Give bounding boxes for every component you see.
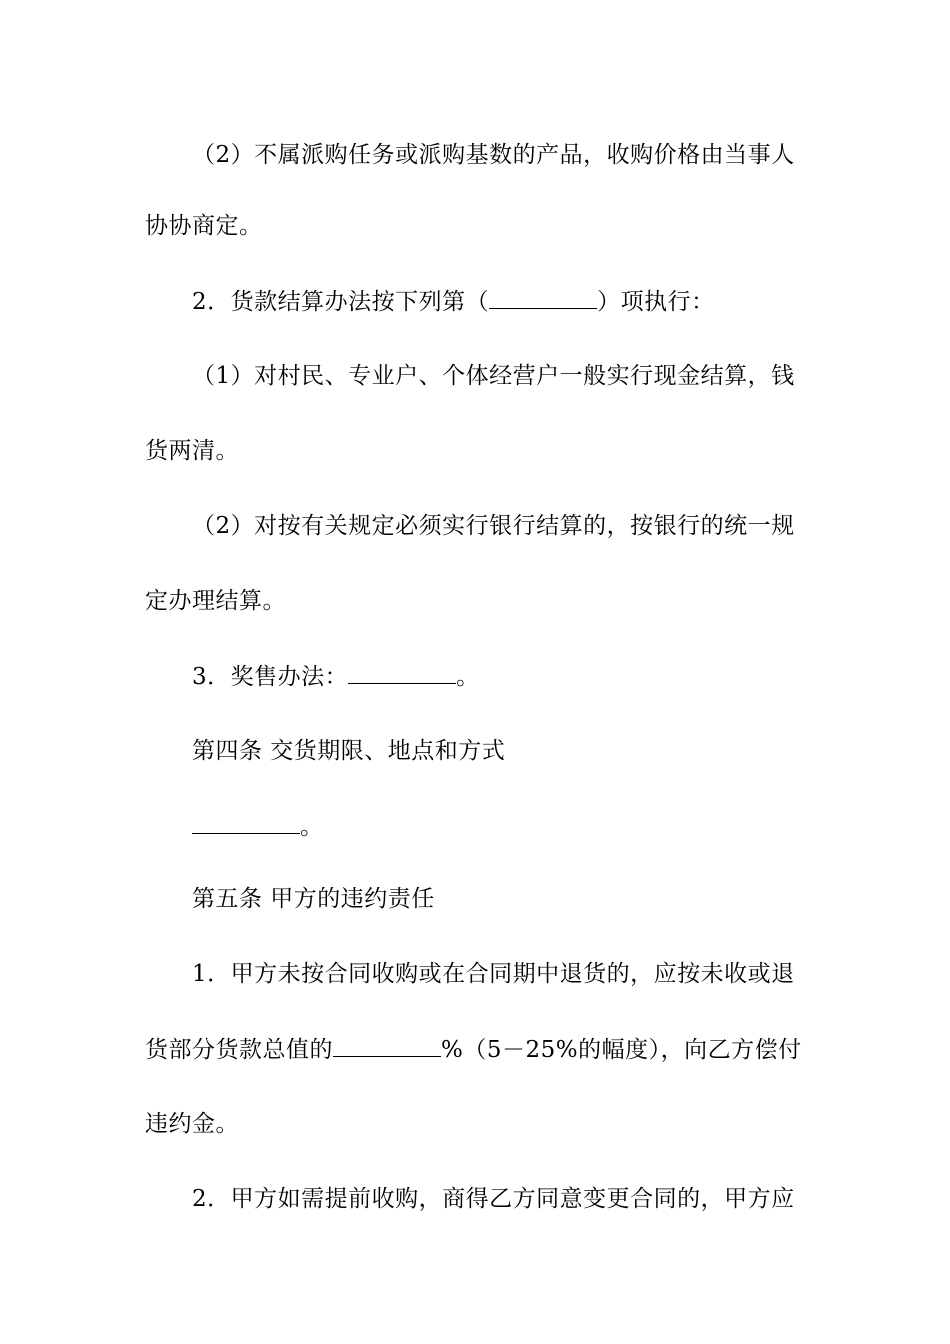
text: 第五条 甲方的违约责任	[192, 886, 435, 912]
fill-in-blank[interactable]	[192, 811, 300, 834]
text: （1）对村民、专业户、个体经营户一般实行现金结算，钱	[192, 363, 795, 389]
fill-in-blank[interactable]	[333, 1034, 441, 1057]
text: 定办理结算。	[145, 588, 286, 614]
text: 协协商定。	[145, 213, 263, 239]
sales-method-line	[192, 661, 480, 692]
delivery-terms-line	[192, 811, 324, 842]
article-five-heading	[192, 884, 435, 914]
text: 3．奖售办法：	[192, 664, 349, 690]
text: 货两清。	[145, 438, 239, 464]
text: 。	[456, 664, 480, 690]
paragraph-line	[145, 211, 263, 241]
text: 1．甲方未按合同收购或在合同期中退货的，应按未收或退	[192, 961, 795, 987]
penalty-rate-line	[145, 1034, 802, 1065]
paragraph-line	[145, 586, 286, 616]
text: （2）不属派购任务或派购基数的产品，收购价格由当事人	[192, 142, 795, 168]
payment-clause-line	[192, 286, 715, 317]
text: 第四条 交货期限、地点和方式	[192, 738, 506, 764]
paragraph-line	[145, 1109, 239, 1139]
fill-in-blank[interactable]	[489, 286, 597, 309]
text: （2）对按有关规定必须实行银行结算的，按银行的统一规	[192, 513, 795, 539]
paragraph-line	[192, 1184, 795, 1214]
paragraph-line	[192, 511, 795, 541]
fill-in-blank[interactable]	[348, 661, 456, 684]
paragraph-line	[145, 436, 239, 466]
text: 货部分货款总值的	[145, 1037, 333, 1063]
article-four-heading	[192, 736, 505, 766]
paragraph-line	[192, 140, 795, 170]
paragraph-line	[192, 959, 795, 989]
text: %（5－25%的幅度），向乙方偿付	[441, 1037, 802, 1063]
text: 违约金。	[145, 1111, 239, 1137]
paragraph-line	[192, 361, 795, 391]
text: 2．货款结算办法按下列第（	[192, 289, 490, 315]
text: 。	[300, 814, 324, 840]
text: ）项执行：	[597, 289, 715, 315]
text: 2．甲方如需提前收购，商得乙方同意变更合同的，甲方应	[192, 1186, 795, 1212]
